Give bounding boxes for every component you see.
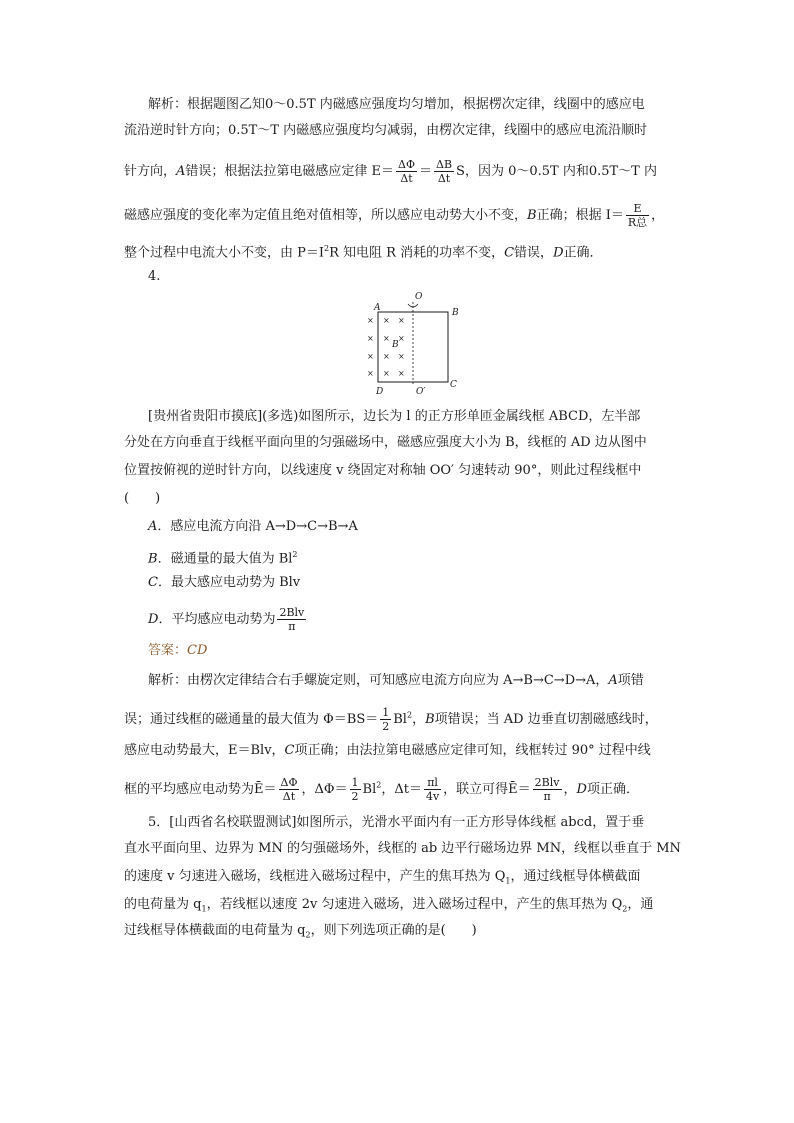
option-label: D bbox=[148, 612, 159, 627]
text: S，因为 0～0.5T 内和0.5T～T 内 bbox=[456, 164, 657, 179]
text: 项错误；当 AD 边垂直切割磁感线时， bbox=[434, 712, 658, 727]
option-ref: A bbox=[608, 673, 618, 688]
text: 误；通过线框的磁通量的最大值为 Φ＝BS＝ bbox=[124, 712, 379, 727]
subscript: 2 bbox=[622, 904, 628, 914]
option-label: B bbox=[148, 551, 158, 567]
text: ＝ bbox=[419, 164, 433, 179]
question-5-line-2 bbox=[124, 840, 681, 858]
option-text: ．磁通量的最大值为 Bl bbox=[157, 551, 293, 567]
option-ref: D bbox=[553, 245, 564, 261]
field-cross-icon: × bbox=[398, 369, 405, 378]
text: 错误；根据法拉第电磁感应定律 E＝ bbox=[185, 164, 395, 179]
label-c: C bbox=[450, 380, 457, 390]
text: ，若线框以速度 2v 匀速进入磁场，进入磁场过程中，产生的焦耳热为 Q bbox=[206, 897, 623, 912]
text: Bl bbox=[362, 782, 377, 797]
answer-value: CD bbox=[187, 643, 208, 658]
option-ref: C bbox=[284, 743, 295, 758]
square-frame-figure bbox=[360, 290, 480, 398]
explanation-3-line-4 bbox=[124, 202, 664, 229]
text: 直水平面向里、边界为 MN 的匀强磁场外，线框的 ab 边平行磁场边界 MN，线框以垂直于 MN bbox=[124, 841, 681, 856]
field-cross-icon: × bbox=[398, 334, 405, 343]
superscript: 2 bbox=[292, 550, 298, 559]
text: 解析：根据题图乙知0～0.5T 内磁感应强度均匀增加，根据楞次定律，线圈中的感应电 bbox=[148, 97, 645, 112]
denominator: π bbox=[288, 620, 296, 633]
option-b bbox=[148, 546, 298, 568]
explanation-3-line-2 bbox=[124, 122, 647, 140]
text: ，Δt＝ bbox=[381, 782, 422, 797]
superscript: 2 bbox=[376, 780, 382, 790]
field-cross-icon: × bbox=[383, 316, 390, 325]
field-cross-icon: × bbox=[367, 334, 374, 343]
fraction-one-half bbox=[380, 706, 391, 733]
denominator: Δt bbox=[437, 172, 451, 185]
option-ref: D bbox=[576, 782, 587, 797]
fraction-one-half bbox=[350, 776, 361, 803]
fraction-dphi-dt bbox=[279, 776, 300, 803]
explanation-3-line-3 bbox=[124, 158, 657, 185]
text: 针方向， bbox=[124, 164, 177, 179]
text: ， bbox=[651, 208, 665, 223]
field-cross-icon: × bbox=[383, 369, 390, 378]
text: ，通过线框导体横截面 bbox=[510, 869, 641, 884]
text: 5．[山西省名校联盟测试]如图所示，光滑水平面内有一正方形导体线框 abcd，置于垂 bbox=[148, 815, 645, 830]
text: ( ) bbox=[124, 491, 161, 506]
text: ， bbox=[412, 712, 426, 727]
denominator: Δt bbox=[400, 172, 413, 185]
explanation-4-line-4 bbox=[124, 776, 639, 803]
numerator: 2Blv bbox=[279, 606, 305, 619]
numerator: 1 bbox=[382, 706, 390, 719]
question-5-line-3 bbox=[124, 868, 641, 891]
fraction-db-dt bbox=[434, 158, 454, 185]
text: 正确；根据 I＝ bbox=[536, 208, 624, 223]
option-label: A bbox=[148, 519, 158, 534]
text: ，通 bbox=[627, 897, 654, 912]
question-4-number bbox=[148, 268, 160, 286]
text: 错误， bbox=[514, 245, 554, 261]
text: 的速度 v 匀速进入磁场，线框进入磁场过程中，产生的焦耳热为 Q bbox=[124, 869, 506, 884]
text: 流沿逆时针方向；0.5T～T 内磁感应强度均匀减弱，由楞次定律，线圈中的感应电流沿顺时 bbox=[124, 123, 648, 138]
label-b: B bbox=[452, 308, 459, 318]
text: 的电荷量为 q bbox=[124, 897, 202, 912]
text: ，则下列选项正确的是( ) bbox=[310, 923, 477, 938]
explanation-4-line-3 bbox=[124, 742, 651, 760]
question-4-line-2 bbox=[124, 434, 647, 452]
text: 正确． bbox=[563, 245, 603, 261]
field-cross-icon: × bbox=[383, 334, 390, 343]
answer-label: 答案： bbox=[148, 643, 188, 658]
explanation-4-line-1 bbox=[148, 672, 644, 690]
text: ， bbox=[563, 782, 577, 797]
denominator: R总 bbox=[627, 216, 648, 229]
field-cross-icon: × bbox=[398, 352, 405, 361]
fraction-2blv-pi bbox=[533, 776, 562, 803]
fraction-pil-4v bbox=[424, 776, 441, 803]
field-cross-icon: × bbox=[367, 369, 374, 378]
label-d: D bbox=[376, 387, 384, 397]
text: 整个过程中电流大小不变，由 P＝I bbox=[124, 245, 325, 261]
option-text: ．感应电流方向沿 A→D→C→B→A bbox=[157, 519, 358, 534]
field-cross-icon: × bbox=[367, 316, 374, 325]
option-ref: C bbox=[504, 245, 515, 261]
explanation-3-line-1 bbox=[148, 96, 645, 114]
text: [贵州省贵阳市摸底](多选)如图所示，边长为 l 的正方形单匝金属线框 ABCD，左半部 bbox=[148, 409, 641, 424]
question-5-line-5 bbox=[124, 922, 477, 945]
denominator: 2 bbox=[382, 720, 390, 733]
text: 4. bbox=[148, 269, 161, 284]
option-label: C bbox=[148, 575, 158, 590]
superscript: 2 bbox=[406, 710, 413, 720]
subscript: 2 bbox=[305, 930, 311, 940]
label-o-prime: O′ bbox=[416, 387, 426, 397]
label-o: O bbox=[415, 292, 423, 302]
option-a bbox=[148, 518, 358, 536]
numerator: πl bbox=[424, 776, 441, 790]
fraction-2blv-pi bbox=[277, 606, 306, 633]
text: 分处在方向垂直于线框平面向里的匀强磁场中，磁感应强度大小为 B，线框的 AD 边从图中 bbox=[124, 435, 647, 450]
text: 过线框导体横截面的电荷量为 q bbox=[124, 923, 306, 938]
text: ，联立可得Ē＝ bbox=[443, 782, 531, 797]
text: 框的平均感应电动势为Ē＝ bbox=[124, 782, 277, 797]
field-cross-icon: × bbox=[367, 352, 374, 361]
option-ref: B bbox=[527, 208, 537, 223]
subscript: 1 bbox=[201, 904, 207, 914]
denominator: Δt bbox=[282, 790, 296, 803]
numerator: 1 bbox=[351, 776, 359, 789]
denominator: 2 bbox=[351, 790, 359, 803]
text: 感应电动势最大，E＝Blv， bbox=[124, 743, 285, 758]
subscript: 1 bbox=[505, 876, 511, 886]
numerator: E bbox=[626, 202, 649, 216]
numerator: ΔΦ bbox=[398, 158, 415, 171]
text: 位置按俯视的逆时针方向，以线速度 v 绕固定对称轴 OO′ 匀速转动 90°，则此过程线框中 bbox=[124, 463, 642, 478]
option-d bbox=[148, 606, 308, 633]
fraction-e-r bbox=[626, 202, 649, 229]
question-4-line-1 bbox=[148, 408, 640, 426]
text: 项正确；由法拉第电磁感应定律可知，线框转过 90° 过程中线 bbox=[294, 743, 651, 758]
option-ref: A bbox=[176, 164, 186, 179]
numerator: 2Blv bbox=[534, 776, 560, 789]
text: 项错 bbox=[617, 673, 644, 688]
question-4-line-4 bbox=[124, 490, 160, 508]
field-cross-icon: × bbox=[398, 316, 405, 325]
answer bbox=[148, 642, 207, 660]
superscript: 2 bbox=[324, 244, 330, 253]
label-a: A bbox=[374, 303, 381, 313]
fraction-dphi-dt bbox=[396, 158, 417, 185]
option-ref: B bbox=[425, 712, 435, 727]
question-5-line-1 bbox=[148, 814, 644, 832]
text: 解析：由楞次定律结合右手螺旋定则，可知感应电流方向应为 A→B→C→D→A， bbox=[148, 673, 609, 688]
numerator: ΔB bbox=[436, 158, 453, 171]
denominator: 4v bbox=[425, 790, 440, 803]
text: 磁感应强度的变化率为定值且绝对值相等，所以感应电动势大小不变， bbox=[124, 208, 528, 223]
numerator: ΔΦ bbox=[280, 776, 298, 789]
text: R 知电阻 R 消耗的功率不变， bbox=[329, 245, 505, 261]
label-field-b: B bbox=[392, 340, 399, 350]
explanation-3-line-5 bbox=[124, 240, 603, 262]
explanation-4-line-2 bbox=[124, 706, 658, 733]
option-c bbox=[148, 574, 300, 592]
question-4-line-3 bbox=[124, 462, 641, 480]
text: ，ΔΦ＝ bbox=[301, 782, 348, 797]
denominator: π bbox=[543, 790, 551, 803]
text: Bl bbox=[393, 712, 407, 727]
field-cross-icon: × bbox=[383, 352, 390, 361]
text: 项正确． bbox=[586, 782, 639, 797]
question-5-line-4 bbox=[124, 896, 653, 919]
option-text: ．最大感应电动势为 Blv bbox=[157, 575, 301, 590]
option-text: ．平均感应电动势为 bbox=[158, 612, 276, 627]
